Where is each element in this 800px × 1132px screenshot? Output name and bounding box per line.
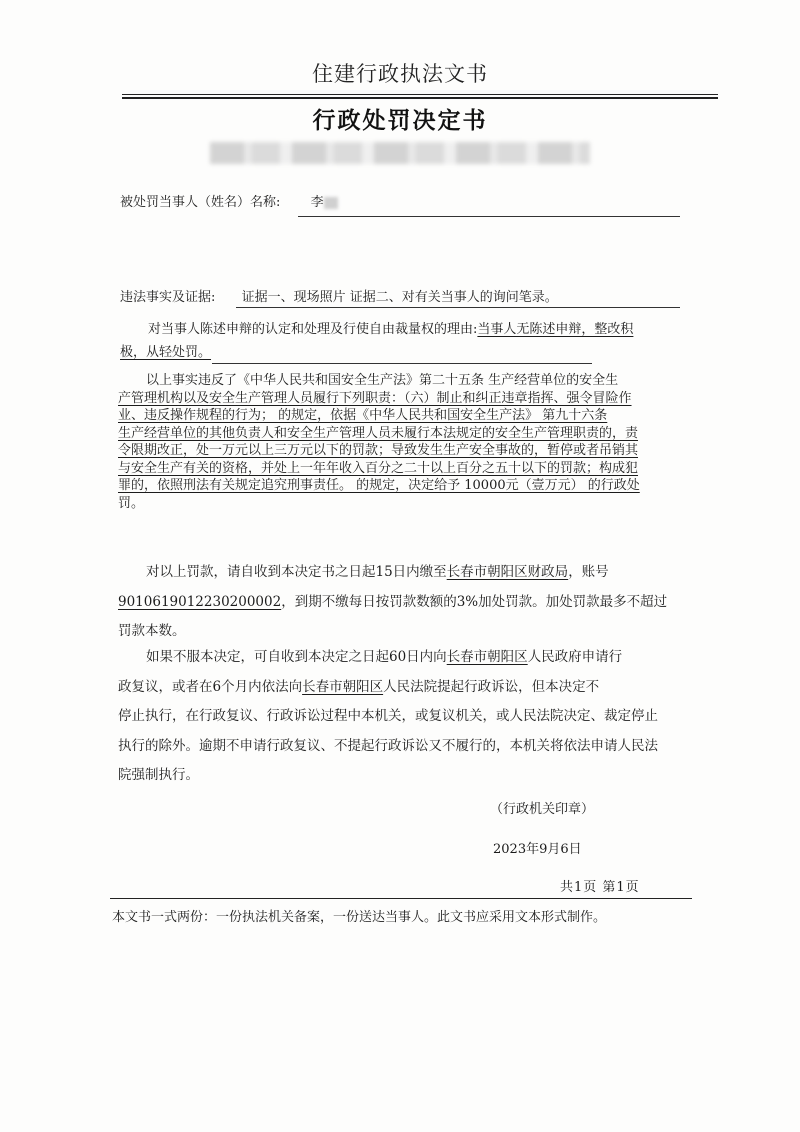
- violation-line: 业、违反操作规程的行为； 的规定，依据《中华人民共和国安全生产法》 第九十六条: [118, 408, 608, 423]
- payment-place: 长春市朝阳区财政局: [446, 564, 569, 580]
- violation-line: 令限期改正，处一万元以上三万元以下的罚款；导致发生生产安全事故的，暂停或者吊销其: [118, 443, 639, 458]
- facts-label: 违法事实及证据:: [120, 290, 216, 305]
- violation-line: 产管理机构以及安全生产管理人员履行下列职责：（六）制止和纠正违章指挥、强令冒险作: [118, 390, 632, 406]
- payment-line-1: 对以上罚款，请自收到本决定书之日起15日内缴至长春市朝阳区财政局，账号: [146, 564, 609, 580]
- defense-row-2: [120, 344, 211, 362]
- header-rule-thick: [122, 97, 718, 99]
- defense-underline: [212, 363, 592, 364]
- issue-date: 2023年9月6日: [493, 842, 582, 857]
- party-name: 李: [310, 195, 324, 210]
- violation-line: 罚。: [118, 495, 145, 511]
- appeal-line-1: 如果不服本决定，可自收到本决定之日起60日内向长春市朝阳区人民政府申请行: [146, 649, 623, 665]
- violation-paragraph: [118, 372, 680, 512]
- violation-line: 以上事实违反了《中华人民共和国安全生产法》第二十五条 生产经营单位的安全生: [146, 373, 619, 388]
- party-row: [120, 194, 338, 212]
- violation-line: 与安全生产有关的资格，并处上一年年收入百分之二十以上百分之五十以下的罚款；构成犯: [118, 460, 639, 476]
- appeal-line-5: 院强制执行。: [118, 767, 199, 783]
- party-label: 被处罚当事人（姓名）名称:: [120, 195, 281, 210]
- appeal-court: 长春市朝阳区: [302, 678, 384, 695]
- violation-line: 罪的，依照刑法有关规定追究刑事责任。 的规定，决定给予 10000元（壹万元） 的行政处: [118, 478, 640, 493]
- footer-note: 本文书一式两份：一份执法机关备案，一份送达当事人。此文书应采用文本形式制作。: [112, 910, 607, 925]
- appeal-gov: 长春市朝阳区: [446, 649, 528, 665]
- defense-row-1: [148, 321, 633, 339]
- series-title: 住建行政执法文书: [312, 62, 488, 86]
- facts-value: 证据一、现场照片 证据二、对有关当事人的询问笔录。: [241, 290, 558, 305]
- payment-line-2: 9010619012230200002，到期不缴每日按罚款数额的3%加处罚款。加处罚款最多不超过: [118, 593, 668, 610]
- redacted-name: [324, 197, 338, 209]
- page-count: 共1页 第1页: [560, 880, 640, 895]
- facts-underline: [236, 307, 680, 308]
- appeal-paragraph: [118, 643, 680, 791]
- agency-seal-label: （行政机关印章）: [490, 802, 595, 817]
- header-rule-thin: [122, 94, 718, 95]
- facts-row: [120, 289, 558, 307]
- appeal-line-4: 执行的除外。逾期不申请行政复议、不提起行政诉讼又不履行的，本机关将依法申请人民法: [118, 737, 658, 754]
- defense-value-2: 极，从轻处罚。: [120, 345, 212, 360]
- violation-line: 生产经营单位的其他负责人和安全生产管理人员未履行本法规定的安全生产管理职责的，责: [118, 425, 639, 441]
- appeal-line-2: 政复议，或者在6个月内依法向长春市朝阳区人民法院提起行政诉讼，但本决定不: [118, 678, 600, 695]
- redacted-document-number: [210, 142, 590, 164]
- document-title: 行政处罚决定书: [312, 107, 488, 134]
- account-number: 9010619012230200002: [118, 593, 282, 610]
- defense-value-1: 当事人无陈述申辩，整改积: [477, 322, 634, 337]
- payment-line-3: 罚款本数。: [118, 623, 186, 639]
- footer-rule: [110, 898, 692, 899]
- payment-paragraph: [118, 558, 680, 647]
- appeal-line-3: 停止执行，在行政复议、行政诉讼过程中本机关，或复议机关，或人民法院决定、裁定停止: [118, 708, 658, 724]
- defense-lead: 对当事人陈述申辩的认定和处理及行使自由裁量权的理由:: [148, 322, 478, 337]
- party-underline: [298, 216, 680, 217]
